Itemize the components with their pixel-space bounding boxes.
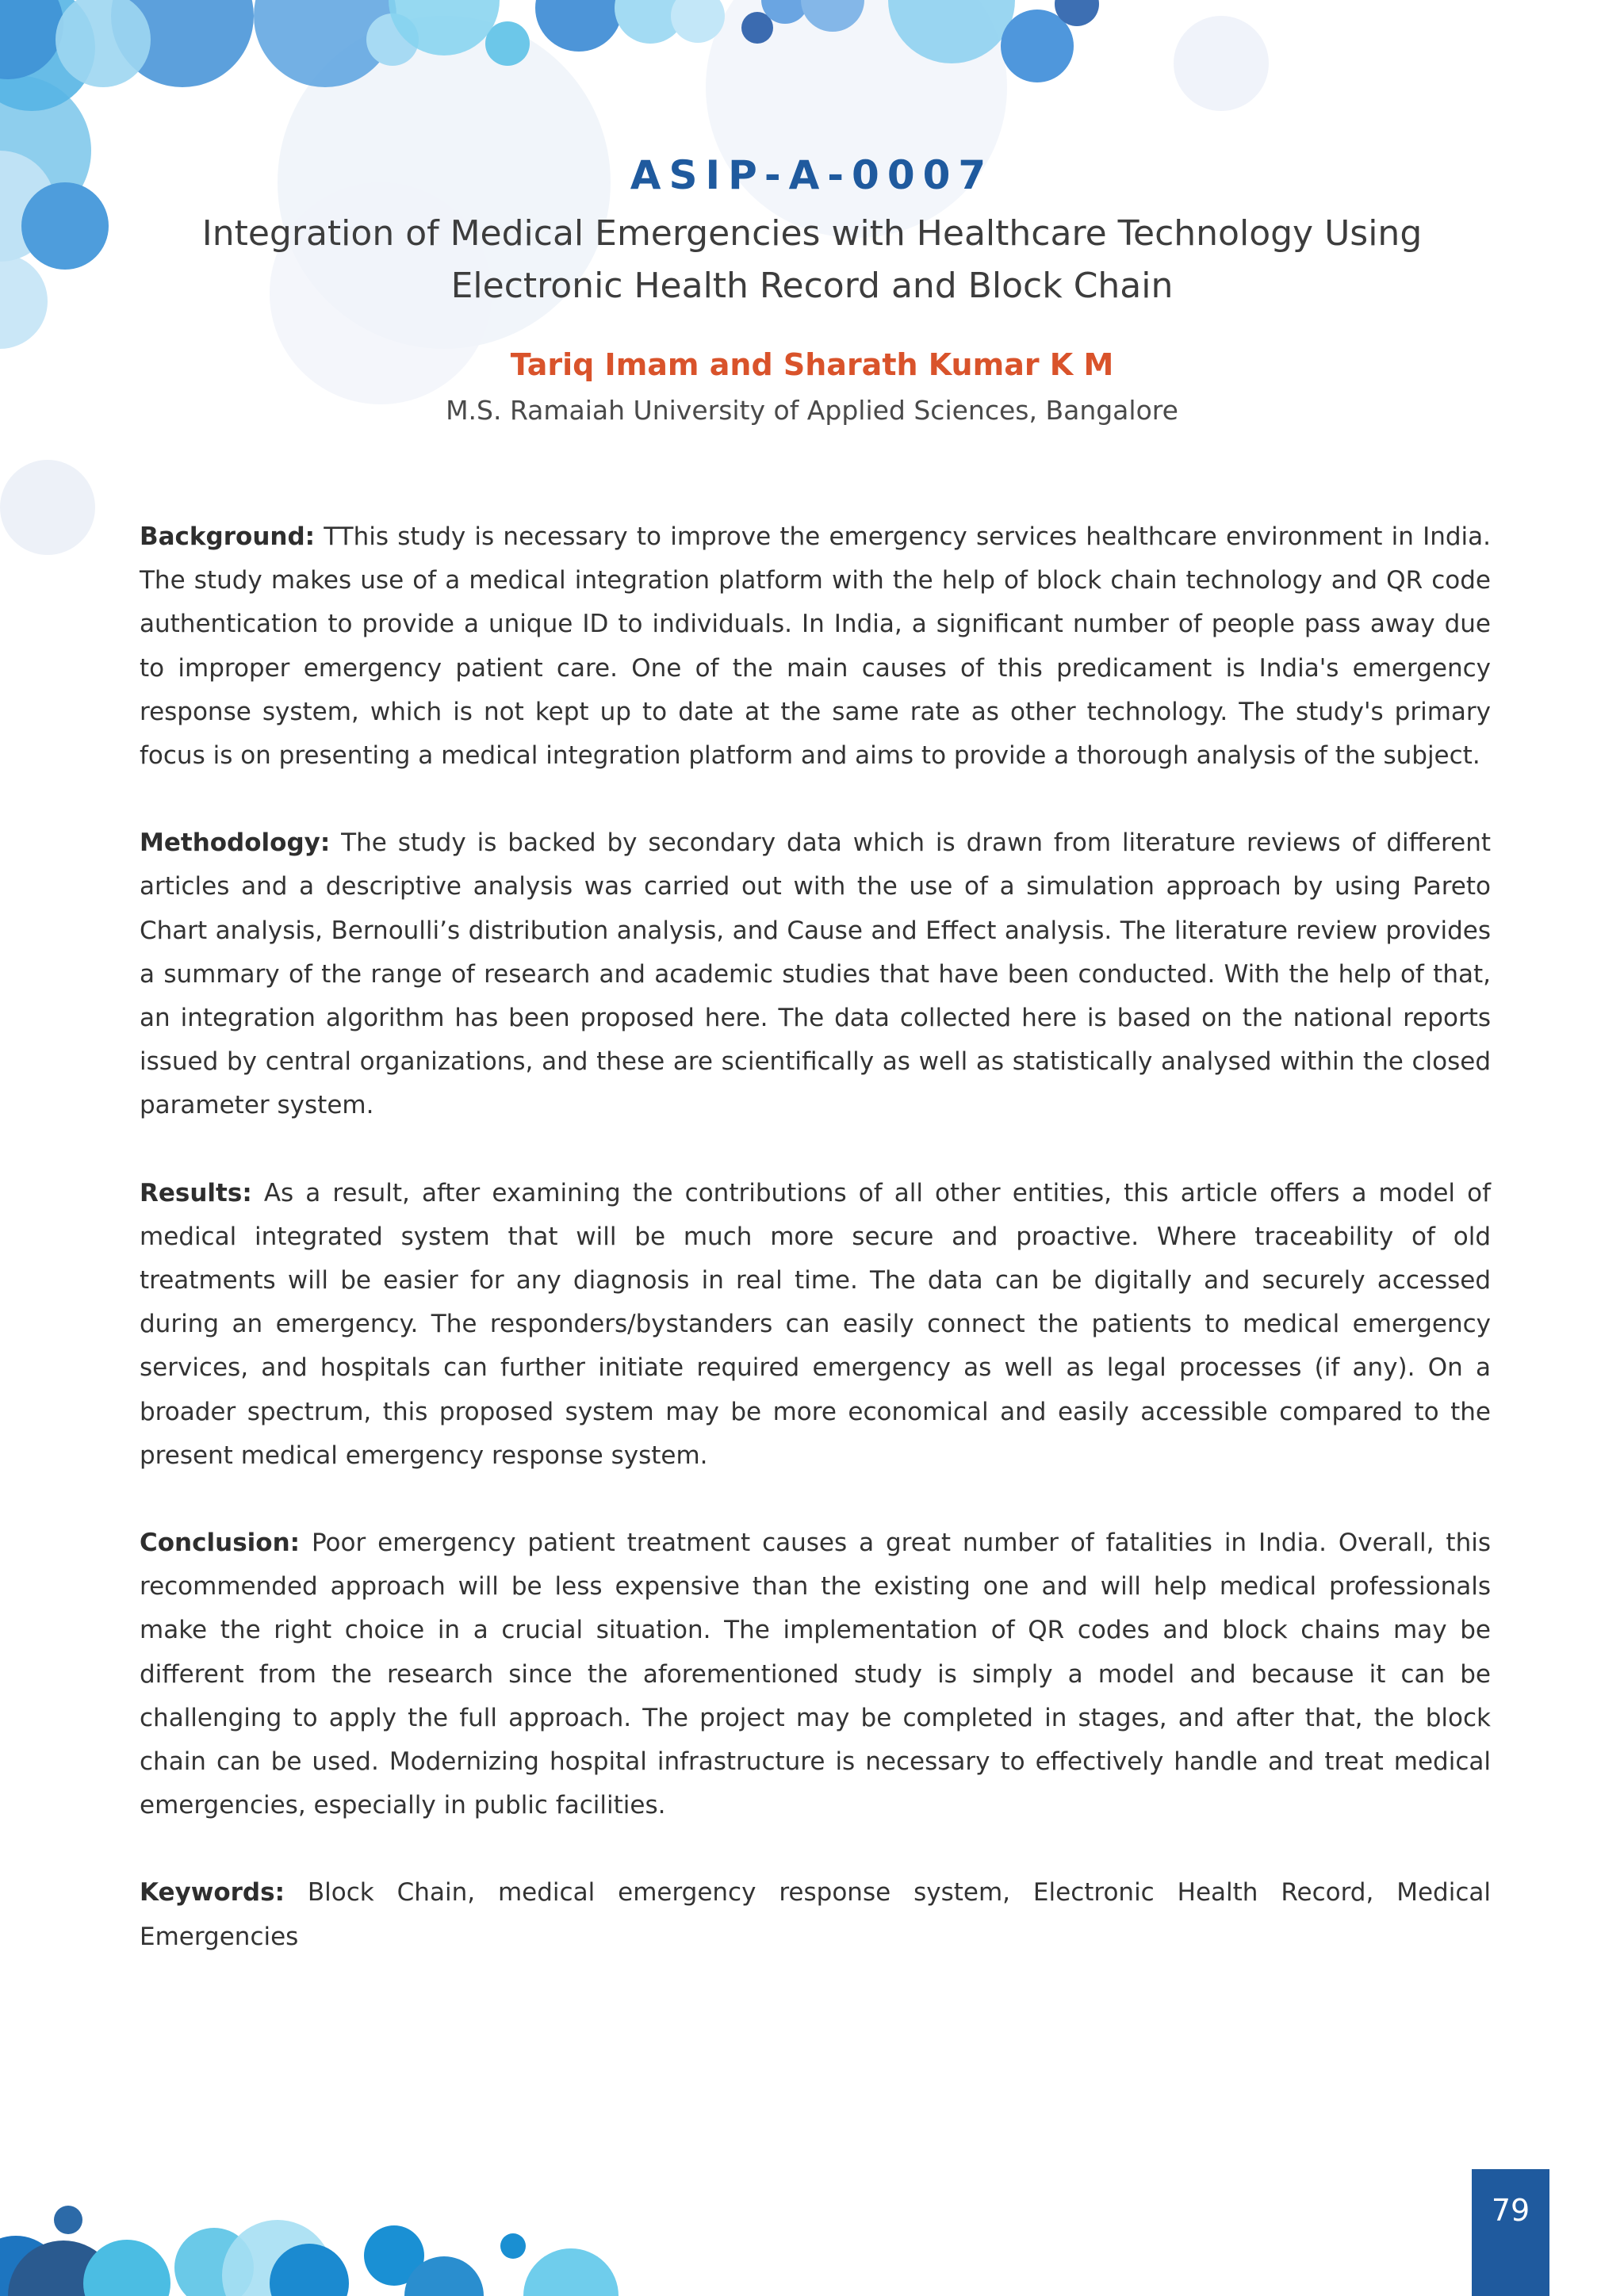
methodology-label: Methodology: [140,828,331,858]
abstract-code: ASIP-A-0007 [630,152,994,198]
results-label: Results: [140,1178,252,1207]
background-text: TThis study is necessary to improve the emergency services healthcare environment in India. The study makes use of a medical integration platform with the help of block chain technology and QR code authentication to provide a unique ID to individuals. In India, a significant number of people pass away due to improper emergency patient care. One of the main causes of this predicament is India's emergency response system, which is not kept up to date at the same rate as other technology. The study's primary focus is on presenting a medical integration platform and aims to provide a thorough analysis of the subject. [140,522,1492,771]
methodology-paragraph [140,821,1491,1127]
conclusion-text: Poor emergency patient treatment causes a great number of fatalities in India. Overall, this recommended approach will be less expensive than the existing one and will help medical professionals make the right choice in a crucial situation. The implementation of QR codes and block chains may be different from the research since the aforementioned study is simply a model and because it can be challenging to apply the full approach. The project may be completed in stages, and after that, the block chain can be used. Modernizing hospital infrastructure is necessary to effectively handle and treat medical emergencies, especially in public facilities. [140,1529,1491,1820]
keywords-label: Keywords: [140,1878,285,1908]
keywords-text: Block Chain, medical emergency response system, Electronic Health Record, Medical Emergencies [140,1878,1491,1951]
affiliation: M.S. Ramaiah University of Applied Sciences, Bangalore [446,395,1178,426]
results-text: As a result, after examining the contributions of all other entities, this article offers a model of medical integrated system that will be much more secure and proactive. Where traceability of old treatments will be easier for any diagnosis in real time. The data can be digitally and securely accessed during an emergency. The responders/bystanders can easily connect the patients to medical emergency services, and hospitals can further initiate required emergency as well as legal processes (if any). On a broader spectrum, this proposed system may be more economical and easily accessible compared to the present medical emergency response system. [140,1178,1492,1470]
methodology-text: The study is backed by secondary data which is drawn from literature reviews of different articles and a descriptive analysis was carried out with the use of a simulation approach by using Pareto Chart analysis, Bernoulli’s distribution analysis, and Cause and Effect analysis. The literature review provides a summary of the range of research and academic studies that have been conducted. With the help of that, an integration algorithm has been proposed here. The data collected here is based on the national reports issued by central organizations, and these are scientifically as well as statistically analysed within the closed parameter system. [140,828,1491,1120]
conclusion-paragraph [140,1521,1491,1827]
conclusion-label: Conclusion: [140,1529,301,1558]
page-number: 79 [1491,2193,1530,2228]
keywords-paragraph [140,1871,1491,1958]
results-paragraph [140,1172,1491,1478]
abstract-body [140,515,1491,2003]
page-number-badge [1472,2169,1549,2296]
paper-title: Integration of Medical Emergencies with Healthcare Technology Using Electronic Health Record and Block Chain [201,213,1423,306]
background-paragraph [140,515,1491,778]
authors: Tariq Imam and Sharath Kumar K M [510,347,1114,382]
background-label: Background: [140,522,316,551]
